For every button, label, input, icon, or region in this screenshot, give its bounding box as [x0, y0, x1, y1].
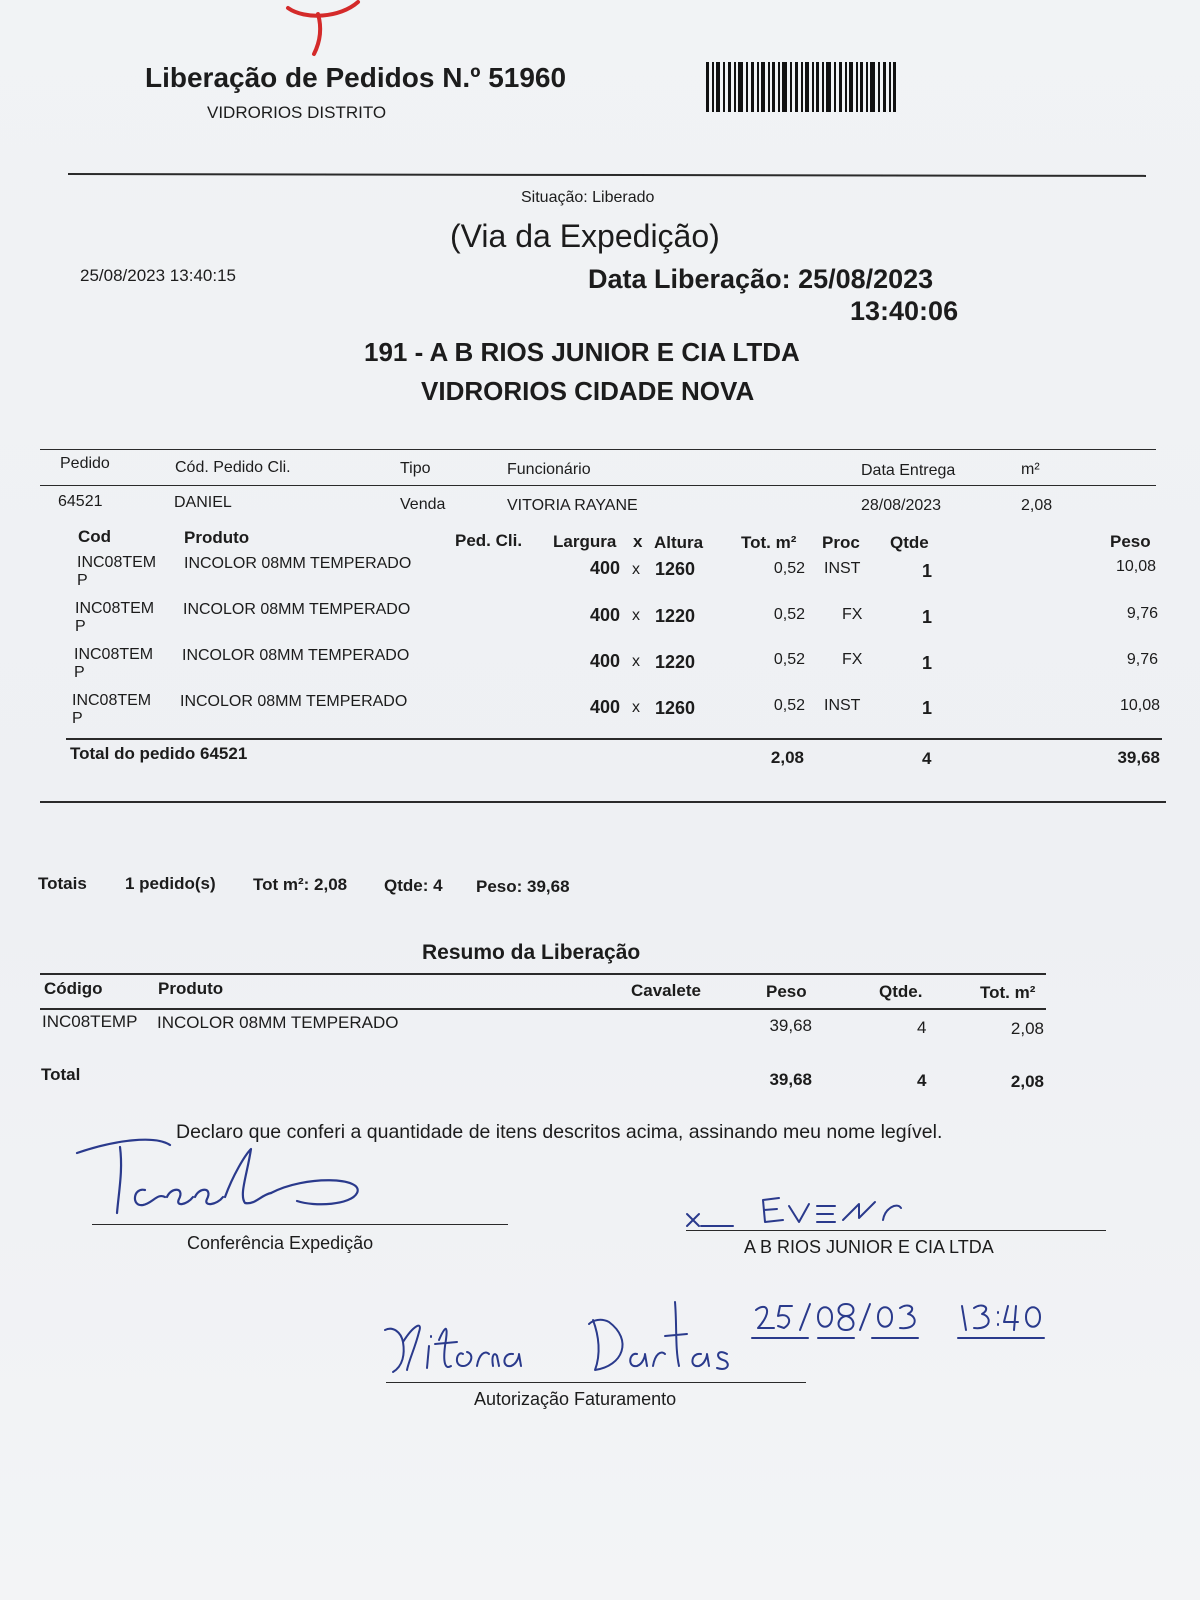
barcode	[706, 62, 896, 112]
summary-col-tot-m2: Tot. m²	[980, 983, 1036, 1002]
release-date: Data Liberação: 25/08/2023	[588, 264, 934, 294]
item-proc: INST	[824, 697, 861, 714]
item-altura: 1220	[655, 652, 696, 672]
item-qtde: 1	[922, 607, 933, 627]
item-produto: INCOLOR 08MM TEMPERADO	[183, 601, 411, 618]
item-largura: 400	[589, 605, 620, 625]
summary-codigo: INC08TEMP	[42, 1012, 138, 1031]
item-produto: INCOLOR 08MM TEMPERADO	[182, 647, 410, 664]
summary-col-peso: Peso	[766, 982, 807, 1001]
order-number: 64521	[58, 493, 103, 510]
summary-total-label: Total	[41, 1065, 81, 1084]
item-peso: 9,76	[1126, 651, 1158, 668]
totals-tot-m2: Tot m²: 2,08	[253, 875, 348, 894]
autorizacao-signature-line	[386, 1382, 806, 1383]
item-peso: 10,08	[1119, 697, 1160, 714]
item-largura: 400	[589, 651, 620, 671]
order-employee: VITORIA RAYANE	[507, 497, 638, 514]
item-x: x	[632, 561, 640, 578]
handwritten-datetime	[752, 1300, 1062, 1342]
client-label: A B RIOS JUNIOR E CIA LTDA	[744, 1237, 994, 1257]
item-altura: 1260	[655, 559, 696, 579]
copy-label: (Via da Expedição)	[450, 218, 720, 254]
item-produto: INCOLOR 08MM TEMPERADO	[180, 693, 408, 710]
col-tipo: Tipo	[400, 460, 431, 477]
summary-peso: 39,68	[769, 1016, 812, 1035]
items-col-produto: Produto	[184, 528, 250, 547]
autorizacao-label: Autorização Faturamento	[474, 1389, 677, 1409]
order-header-top-rule	[40, 449, 1156, 450]
summary-col-qtde: Qtde.	[879, 982, 923, 1001]
summary-total-qtde: 4	[917, 1071, 927, 1090]
order-total-m2: 2,08	[770, 748, 804, 767]
summary-qtde: 4	[917, 1018, 927, 1037]
order-header-bottom-rule	[40, 485, 1156, 486]
item-x: x	[632, 607, 640, 624]
order-section-end-rule	[40, 801, 1166, 803]
conferencia-signature	[75, 1135, 385, 1225]
items-col-proc: Proc	[822, 533, 860, 552]
summary-col-cavalete: Cavalete	[631, 981, 701, 1000]
item-qtde: 1	[922, 561, 933, 581]
item-altura: 1260	[655, 698, 696, 718]
items-total-rule	[66, 738, 1162, 740]
company-name: VIDRORIOS DISTRITO	[207, 103, 387, 122]
item-tot-m2: 0,52	[773, 606, 805, 623]
item-tot-m2: 0,52	[773, 651, 805, 668]
printed-timestamp: 25/08/2023 13:40:15	[80, 266, 236, 285]
summary-col-codigo: Código	[44, 979, 103, 998]
item-cod: INC08TEMP	[77, 554, 157, 589]
item-proc: FX	[842, 651, 863, 668]
client-signature-line	[686, 1230, 1106, 1231]
item-largura: 400	[589, 558, 620, 578]
status-text: Situação: Liberado	[521, 189, 655, 206]
item-tot-m2: 0,52	[773, 560, 805, 577]
item-tot-m2: 0,52	[773, 697, 805, 714]
order-type: Venda	[400, 496, 446, 513]
item-proc: FX	[842, 606, 863, 623]
item-altura: 1220	[655, 606, 696, 626]
summary-top-rule	[40, 973, 1046, 975]
item-qtde: 1	[922, 653, 933, 673]
client-signature	[683, 1192, 913, 1234]
order-delivery-date: 28/08/2023	[861, 497, 942, 514]
autorizacao-signature	[383, 1296, 753, 1382]
col-cod-pedido-cli: Cód. Pedido Cli.	[175, 459, 291, 476]
item-qtde: 1	[922, 698, 933, 718]
order-m2: 2,08	[1021, 497, 1053, 514]
items-col-x: x	[633, 532, 643, 551]
order-client-code: DANIEL	[174, 494, 232, 511]
conferencia-signature-line	[92, 1224, 508, 1225]
col-pedido: Pedido	[60, 455, 110, 472]
col-data-entrega: Data Entrega	[861, 462, 956, 479]
col-m2: m²	[1021, 461, 1040, 478]
items-col-peso: Peso	[1110, 532, 1151, 551]
item-produto: INCOLOR 08MM TEMPERADO	[184, 555, 412, 572]
summary-total-peso: 39,68	[769, 1070, 812, 1089]
order-total-peso: 39,68	[1117, 748, 1160, 767]
summary-title: Resumo da Liberação	[422, 941, 641, 964]
order-total-qtde: 4	[922, 749, 932, 768]
summary-col-produto: Produto	[158, 979, 224, 998]
totals-label: Totais	[38, 874, 87, 893]
summary-tot-m2: 2,08	[1010, 1019, 1044, 1038]
summary-total-tot-m2: 2,08	[1010, 1072, 1044, 1091]
items-col-ped-cli: Ped. Cli.	[455, 531, 523, 550]
items-col-tot-m2: Tot. m²	[741, 533, 797, 552]
release-time: 13:40:06	[850, 296, 959, 326]
conferencia-label: Conferência Expedição	[187, 1233, 374, 1253]
summary-produto: INCOLOR 08MM TEMPERADO	[157, 1013, 399, 1032]
handwritten-red-mark	[280, 0, 370, 60]
col-funcionario: Funcionário	[507, 461, 591, 478]
items-col-altura: Altura	[654, 533, 704, 552]
items-col-cod: Cod	[78, 527, 112, 546]
client-branch: VIDRORIOS CIDADE NOVA	[421, 376, 755, 406]
item-proc: INST	[824, 560, 861, 577]
item-cod: INC08TEMP	[75, 600, 155, 635]
totals-qtde: Qtde: 4	[384, 876, 443, 895]
item-cod: INC08TEMP	[74, 646, 154, 681]
item-peso: 10,08	[1115, 558, 1156, 575]
totals-peso: Peso: 39,68	[476, 877, 570, 896]
totals-pedidos: 1 pedido(s)	[125, 874, 216, 893]
items-col-qtde: Qtde	[890, 533, 929, 552]
item-x: x	[632, 653, 640, 670]
client-name: 191 - A B RIOS JUNIOR E CIA LTDA	[364, 337, 800, 367]
item-x: x	[632, 699, 640, 716]
items-col-largura: Largura	[553, 532, 617, 551]
item-cod: INC08TEMP	[72, 692, 152, 727]
document-title: Liberação de Pedidos N.º 51960	[145, 62, 567, 93]
order-total-label: Total do pedido 64521	[70, 744, 248, 763]
header-divider	[68, 173, 1146, 177]
summary-header-rule	[40, 1008, 1046, 1010]
item-peso: 9,76	[1126, 605, 1158, 622]
item-largura: 400	[589, 697, 620, 717]
declaration-text: Declaro que conferi a quantidade de itens descritos acima, assinando meu nome legível.	[176, 1121, 943, 1143]
